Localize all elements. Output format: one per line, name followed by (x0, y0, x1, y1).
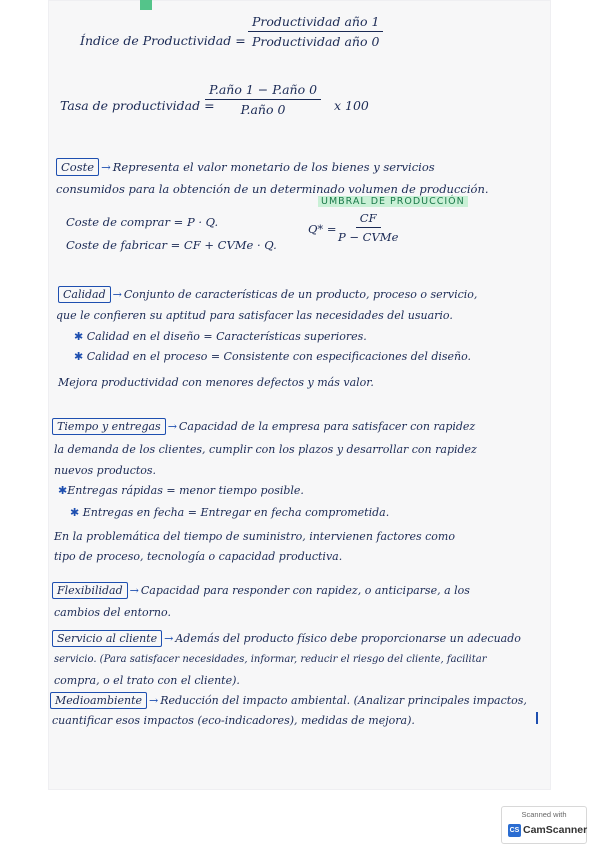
flexibilidad-line-1 (52, 584, 470, 597)
tasa-denominator: P.año 0 (240, 102, 286, 117)
calidad-text-1: Conjunto de características de un producto, proceso o servicio, (123, 288, 478, 301)
arrow-icon: → (101, 160, 111, 174)
calidad-text-3: Mejora productividad con menores defectos y más valor. (58, 376, 374, 389)
coste-comprar: Coste de comprar = P · Q. (66, 215, 219, 229)
coste-line-1 (56, 160, 435, 174)
green-highlight-mark (140, 0, 152, 10)
coste-text-2: consumidos para la obtención de un determinado volumen de producción. (56, 182, 489, 196)
servicio-text-2: servicio. (Para satisfacer necesidades, informar, reducir el riesgo del cliente, facilitar (54, 654, 487, 665)
coste-fabricar: Coste de fabricar = CF + CVMe · Q. (66, 238, 277, 252)
coste-text-1: Representa el valor monetario de los bienes y servicios (112, 160, 435, 174)
q-denominator: P − CVMe (338, 230, 399, 244)
q-numerator: CF (356, 211, 381, 228)
ink-mark (536, 712, 538, 724)
arrow-icon: → (164, 632, 174, 645)
umbral-title: UMBRAL DE PRODUCCIÓN (318, 196, 468, 207)
medioambiente-line-1 (50, 694, 527, 707)
calidad-line-1 (58, 288, 477, 301)
asterisk-bullet-icon: ✱ (74, 330, 84, 343)
tiempo-bullet-1 (58, 484, 304, 497)
tiempo-text-5: tipo de proceso, tecnología o capacidad productiva. (54, 550, 343, 563)
tiempo-text-3: nuevos productos. (54, 464, 157, 477)
tiempo-text-1: Capacidad de la empresa para satisfacer con rapidez (178, 420, 476, 433)
asterisk-bullet-icon: ✱ (58, 484, 68, 497)
flexibilidad-text-1: Capacidad para responder con rapidez, o anticiparse, a los (140, 584, 470, 597)
arrow-icon: → (149, 694, 159, 707)
indice-fraction (248, 14, 383, 49)
tiempo-bullet-1-text: Entregas rápidas = menor tiempo posible. (67, 484, 304, 497)
medioambiente-text-2: cuantificar esos impactos (eco-indicadores), medidas de mejora). (52, 714, 415, 727)
coste-label-box: Coste (56, 158, 99, 176)
tiempo-line-1 (52, 420, 475, 433)
servicio-text-3: compra, o el trato con el cliente). (54, 674, 240, 687)
camscanner-badge (501, 806, 587, 844)
scanned-with-text: Scanned with (521, 810, 567, 819)
medioambiente-label-box: Medioambiente (50, 692, 147, 709)
calidad-label-box: Calidad (58, 286, 111, 303)
tasa-fraction (205, 82, 321, 117)
asterisk-bullet-icon: ✱ (70, 506, 80, 519)
servicio-label-box: Servicio al cliente (52, 630, 162, 647)
tiempo-bullet-2 (70, 506, 389, 519)
notebook-page (48, 0, 551, 790)
tiempo-bullet-2-text: Entregas en fecha = Entregar en fecha comprometida. (82, 506, 390, 519)
camscanner-logo-icon: CS (508, 824, 521, 837)
calidad-text-2: que le confieren su aptitud para satisfacer las necesidades del usuario. (56, 309, 453, 322)
tiempo-text-2: la demanda de los clientes, cumplir con los plazos y desarrollar con rapidez (54, 443, 477, 456)
tiempo-text-4: En la problemática del tiempo de suministro, intervienen factores como (54, 530, 455, 543)
tiempo-label-box: Tiempo y entregas (52, 418, 166, 435)
calidad-bullet-2-text: Calidad en el proceso = Consistente con especificaciones del diseño. (86, 350, 472, 363)
calidad-bullet-1 (74, 330, 367, 343)
q-fraction (338, 211, 398, 244)
arrow-icon: → (112, 288, 122, 301)
camscanner-name: CamScanner (523, 824, 588, 836)
indice-denominator: Productividad año 0 (252, 34, 380, 49)
calidad-bullet-2 (74, 350, 471, 363)
arrow-icon: → (129, 584, 139, 597)
flexibilidad-text-2: cambios del entorno. (54, 606, 171, 619)
flexibilidad-label-box: Flexibilidad (52, 582, 128, 599)
tasa-numerator: P.año 1 − P.año 0 (205, 82, 321, 100)
tasa-label: Tasa de productividad = (60, 98, 215, 113)
servicio-text-1: Además del producto físico debe proporcionarse un adecuado (175, 632, 521, 645)
indice-numerator: Productividad año 1 (248, 14, 383, 32)
q-label: Q* = (308, 222, 337, 236)
tasa-suffix: x 100 (334, 98, 369, 113)
medioambiente-text-1: Reducción del impacto ambiental. (Analizar principales impactos, (160, 694, 527, 707)
calidad-bullet-1-text: Calidad en el diseño = Características superiores. (86, 330, 367, 343)
asterisk-bullet-icon: ✱ (74, 350, 84, 363)
indice-label: Índice de Productividad = (80, 33, 246, 48)
arrow-icon: → (167, 420, 177, 433)
servicio-line-1 (52, 632, 521, 645)
